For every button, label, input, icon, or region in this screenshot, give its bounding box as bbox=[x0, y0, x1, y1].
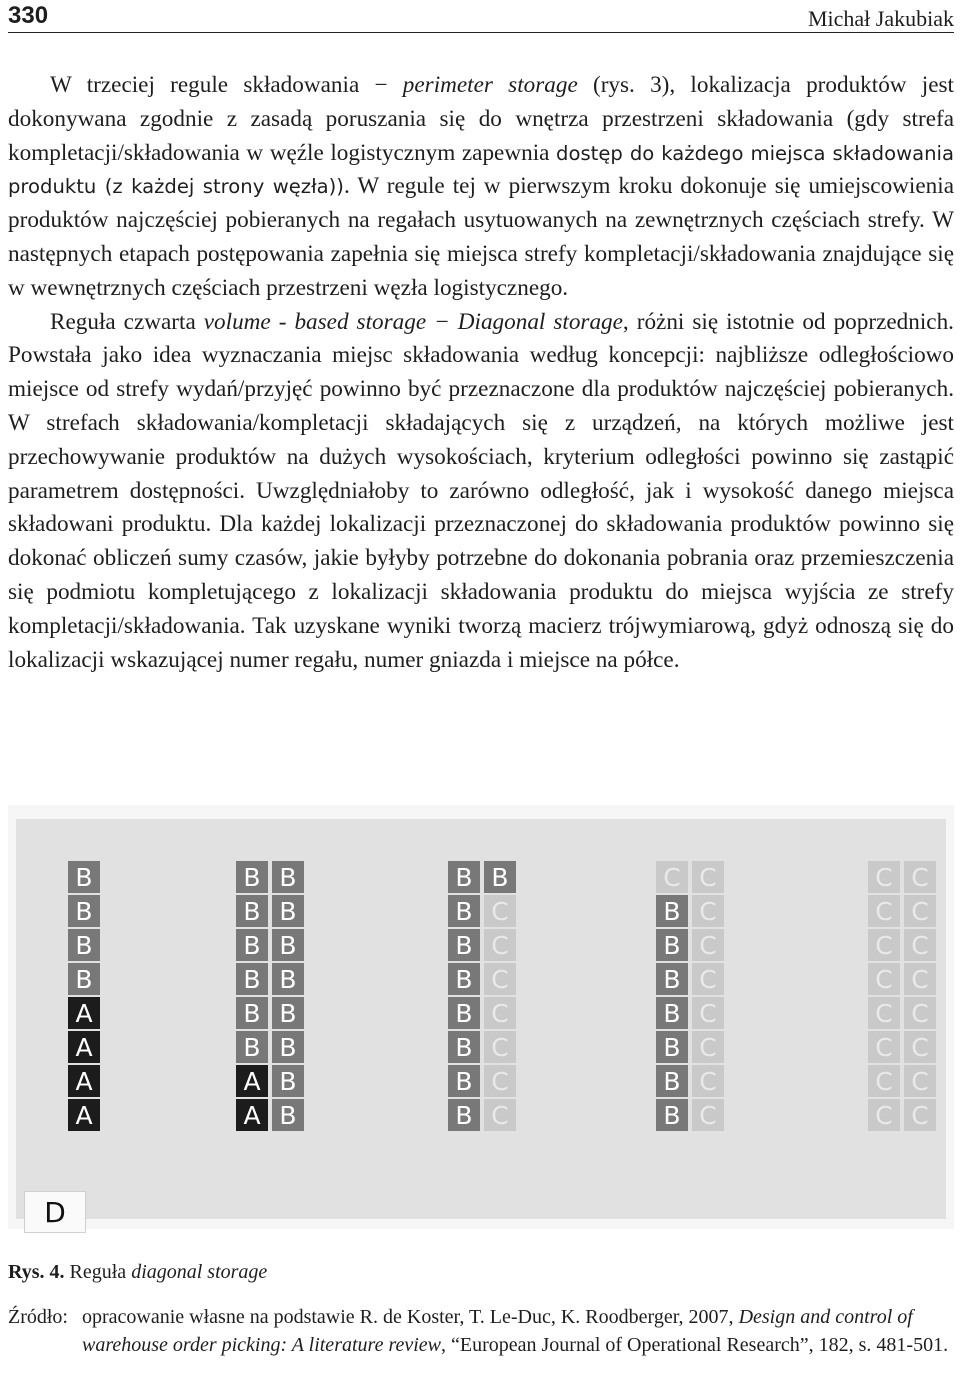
storage-slot-b: B bbox=[272, 861, 304, 893]
storage-slot-b: B bbox=[272, 929, 304, 961]
storage-slot-b: B bbox=[272, 963, 304, 995]
source-label: Źródło: bbox=[8, 1306, 68, 1328]
storage-slot-b: B bbox=[236, 895, 268, 927]
source-text-run: opracowanie własne na podstawie R. de Koster, T. Le-Duc, K. Roodberger, 2007, bbox=[82, 1306, 739, 1328]
text-run: , różni się istotnie od poprzednich. Powstała jako idea wyznaczania miejsc składowania według koncepcji: najbliższe odległościowo miejsce od strefy wydań/przyjęć powinno być przeznaczone dla produktów najczęściej pobieranych. W strefach składowania/kompletacji składających się z urządzeń, na których możliwe jest przechowywanie produktów na dużych wysokościach, kryterium odległości powinno się zastąpić parametrem dostępności. Uwzględniałoby to zarówno odległość, jak i wysokość danego miejsca składowani produktu. Dla każdej lokalizacji przeznaczonej do składowania produktów powinno się dokonać obliczeń sumy czasów, jakie byłyby potrzebne do dokonania pobrania oraz przemieszczenia się podmiotu kompletującego z lokalizacji składowania produktu do miejsca wyjścia ze strefy kompletacji/składowania. Tak uzyskane wyniki tworzą macierz trójwymiarową, gdyż odnoszą się do lokalizacji wskazującej numer regału, numer gniazda i miejsce na półce. bbox=[8, 308, 954, 673]
storage-slot-c: C bbox=[904, 1031, 936, 1063]
storage-slot-a: A bbox=[68, 1031, 100, 1063]
storage-slot-b: B bbox=[236, 963, 268, 995]
storage-slot-c: C bbox=[692, 963, 724, 995]
storage-slot-b: B bbox=[484, 861, 516, 893]
storage-slot-c: C bbox=[484, 1031, 516, 1063]
storage-slot-c: C bbox=[692, 997, 724, 1029]
storage-slot-b: B bbox=[272, 1065, 304, 1097]
storage-slot-b: B bbox=[448, 1031, 480, 1063]
page-number: 330 bbox=[8, 2, 49, 29]
storage-slot-c: C bbox=[692, 895, 724, 927]
body-text bbox=[8, 69, 954, 677]
storage-slot-c: C bbox=[868, 861, 900, 893]
storage-slot-b: B bbox=[272, 997, 304, 1029]
storage-slot-b: B bbox=[448, 1099, 480, 1131]
storage-slot-c: C bbox=[868, 895, 900, 927]
figure-source bbox=[8, 1303, 954, 1359]
running-author: Michał Jakubiak bbox=[807, 6, 954, 31]
storage-slot-b: B bbox=[448, 895, 480, 927]
storage-slot-c: C bbox=[904, 997, 936, 1029]
caption-label: Rys. 4. bbox=[8, 1261, 65, 1283]
storage-slot-c: C bbox=[904, 895, 936, 927]
storage-slot-b: B bbox=[656, 1065, 688, 1097]
text-run: W trzeciej regule składowania − bbox=[50, 72, 403, 98]
dock-zone-d: D bbox=[24, 1191, 86, 1233]
storage-slot-a: A bbox=[236, 1099, 268, 1131]
storage-slot-b: B bbox=[68, 929, 100, 961]
storage-slot-b: B bbox=[656, 997, 688, 1029]
paragraph-perimeter-storage bbox=[8, 69, 954, 306]
running-header bbox=[8, 2, 954, 33]
storage-slot-c: C bbox=[904, 1099, 936, 1131]
source-text-run: , “European Journal of Operational Research”, 182, s. 481-501. bbox=[441, 1334, 949, 1356]
storage-slot-b: B bbox=[656, 895, 688, 927]
storage-slot-b: B bbox=[68, 861, 100, 893]
storage-slot-c: C bbox=[692, 861, 724, 893]
storage-slot-c: C bbox=[868, 1099, 900, 1131]
figure-diagonal-storage bbox=[8, 805, 954, 1229]
storage-slot-c: C bbox=[484, 895, 516, 927]
storage-slot-c: C bbox=[484, 1065, 516, 1097]
storage-slot-b: B bbox=[448, 1065, 480, 1097]
storage-slot-c: C bbox=[868, 929, 900, 961]
source-title: Design and control of warehouse order picking: A literature review bbox=[82, 1306, 913, 1356]
figure-caption bbox=[8, 1261, 267, 1284]
storage-slot-a: A bbox=[236, 1065, 268, 1097]
storage-slot-c: C bbox=[868, 963, 900, 995]
storage-slot-c: C bbox=[484, 997, 516, 1029]
storage-slot-b: B bbox=[236, 861, 268, 893]
storage-slot-c: C bbox=[868, 997, 900, 1029]
storage-slot-b: B bbox=[656, 1031, 688, 1063]
storage-slot-c: C bbox=[692, 1031, 724, 1063]
storage-slot-b: B bbox=[656, 963, 688, 995]
storage-slot-b: B bbox=[448, 861, 480, 893]
text-run: . W regule tej w pierwszym kroku dokonuje się umiejscowienia produktów najczęściej pobieranych na regałach usytuowanych na zewnętrznych częściach strefy. W następnych etapach postępowania zapełnia się miejsca strefy kompletacji/składowania znajdujące się w wewnętrznych częściach przestrzeni węzła logistycznego. bbox=[8, 173, 954, 301]
storage-slot-b: B bbox=[448, 929, 480, 961]
storage-slot-b: B bbox=[236, 997, 268, 1029]
storage-slot-c: C bbox=[692, 1065, 724, 1097]
storage-slot-b: B bbox=[656, 929, 688, 961]
paragraph-diagonal-storage bbox=[8, 306, 954, 678]
storage-slot-b: B bbox=[272, 1099, 304, 1131]
storage-slot-b: B bbox=[448, 963, 480, 995]
caption-title: diagonal storage bbox=[131, 1261, 268, 1283]
storage-slot-c: C bbox=[904, 861, 936, 893]
source-text bbox=[82, 1303, 954, 1359]
text-run: Reguła czwarta bbox=[50, 308, 204, 335]
storage-slot-b: B bbox=[68, 963, 100, 995]
term-diagonal-storage: volume - based storage − Diagonal storage bbox=[203, 308, 623, 335]
storage-slot-b: B bbox=[272, 1031, 304, 1063]
storage-slot-a: A bbox=[68, 997, 100, 1029]
storage-slot-a: A bbox=[68, 1065, 100, 1097]
storage-slot-b: B bbox=[656, 1099, 688, 1131]
storage-slot-c: C bbox=[484, 929, 516, 961]
storage-slot-c: C bbox=[656, 861, 688, 893]
storage-slot-c: C bbox=[484, 1099, 516, 1131]
storage-slot-c: C bbox=[868, 1031, 900, 1063]
storage-slot-b: B bbox=[448, 997, 480, 1029]
storage-slot-b: B bbox=[236, 929, 268, 961]
storage-slot-c: C bbox=[904, 963, 936, 995]
storage-slot-c: C bbox=[904, 1065, 936, 1097]
text-run: (rys. 3), lokalizacja produktów jest dokonywana zgodnie z zasadą poruszania się do wnętrza przestrzeni składowania (gdy strefa kompletacji/składowania w węźle logistycznym zapewnia bbox=[8, 72, 954, 166]
storage-slot-b: B bbox=[272, 895, 304, 927]
storage-slot-c: C bbox=[868, 1065, 900, 1097]
caption-text: Reguła bbox=[64, 1261, 132, 1283]
storage-slot-b: B bbox=[236, 1031, 268, 1063]
storage-slot-a: A bbox=[68, 1099, 100, 1131]
term-perimeter-storage: perimeter storage bbox=[402, 72, 578, 98]
storage-slot-c: C bbox=[692, 929, 724, 961]
storage-slot-c: C bbox=[904, 929, 936, 961]
text-run-sans: dostęp do każdego miejsca składowania produktu (z każdej strony węzła)) bbox=[8, 141, 954, 199]
warehouse-layout-grid bbox=[16, 819, 946, 1229]
storage-slot-b: B bbox=[68, 895, 100, 927]
storage-slot-c: C bbox=[692, 1099, 724, 1131]
storage-slot-c: C bbox=[484, 963, 516, 995]
